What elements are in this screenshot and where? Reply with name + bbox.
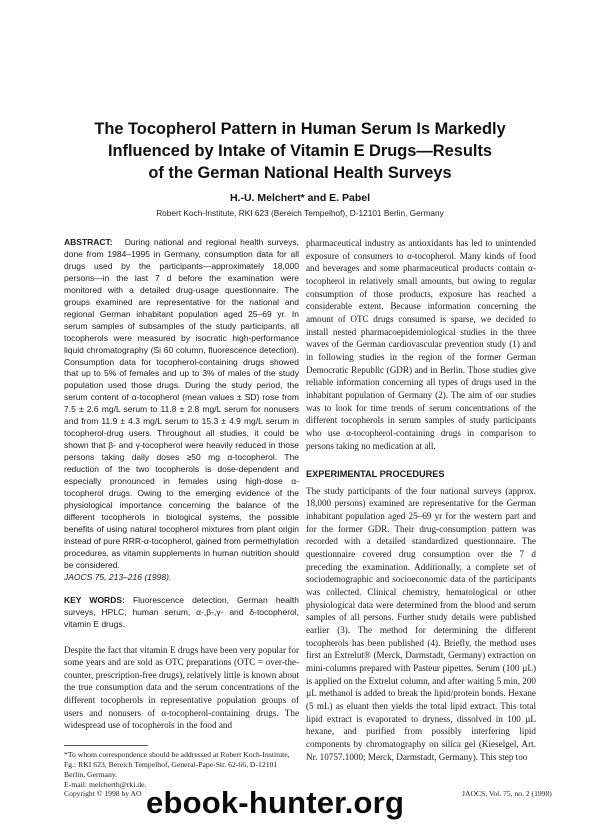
watermark: ebook-hunter.org [146, 785, 405, 820]
intro-continued: pharmaceutical industry as antioxidants has led to unintended exposure of consumers to α-tocopherol. Many kinds of food and beverages and some pharmaceutical products contain α-tocopherol in relatively small amounts, but owing to regular consumption of those products, exposure has reached a considerable extent. Because information concerning the amount of OTC drugs consumed is sparse, we decided to install nested pharmacoepidemiological studies in the three waves of the German cardiovascular prevention study (1) and in following studies in the region of the former German Democratic Republic (GDR) and in Berlin. Those studies give reliable information concerning all types of drugs used in the inhabitant population of Germany (2). The aim of our studies was to look for time trends of serum concentrations of the different tocopherols in serum samples of study participants who use α-tocopherol-containing drugs in comparison to persons taking no medication at all. [306, 238, 536, 451]
copyright-footer: Copyright © 1998 by AO [64, 789, 142, 798]
abstract-text: During national and regional health surveys, done from 1984–1995 in Germany, consumption data for all drugs used by the participants—approximately 18,000 persons—in the last 7 d before the examination were monitored with a detailed drug-usage questionnaire. The groups examined are representative for the national and regional German inhabitant population aged 25–69 yr. In serum samples of subsamples of the study participants, all tocopherols were measured by isocratic high-performance liquid chromatography (Si 60 column, fluorescence detection). Consumption data for tocopherol-containing drugs showed that up to 5% of females and up to 3% of males of the study population used those drugs. During the study period, the serum content of α-tocopherol (mean values ± SD) rose from 7.5 ± 2.6 mg/L serum to 11.8 ± 2.8 mg/L serum for nonusers and from 11.9 ± 4.3 mg/L serum to 15.3 ± 4.9 mg/L serum in tocopherol-drug users. Throughout all studies, it could be shown that β- and γ-tocopherol were heavily reduced in those persons taking daily doses ≥50 mg α-tocopherol. The reduction of the two tocopherols is dose-dependent and especially pronounced in females using high-dose α-tocopherol drugs. Owing to the emerging evidence of the physiological importance concerning the balance of the different tocopherols in biological systems, the possible benefits of using natural tocopherol mixtures from plant origin instead of pure RRR-α-tocopherol, gained from permethylation procedures, as vitamin supplements in human nutrition should be considered. [64, 237, 300, 570]
abstract [64, 237, 299, 584]
keywords-label: KEY WORDS: [64, 594, 125, 605]
footnote-rule [64, 745, 148, 746]
keywords-text: Fluorescence detection, German health surveys, HPLC, human serum, α-,β-,γ- and δ-tocopherol, vitamin E drugs. [64, 594, 299, 629]
abstract-label: ABSTRACT: [64, 237, 113, 247]
footnote-email: E-mail: melcherth@rki.de. [64, 780, 147, 790]
citation: JAOCS 75, 213–216 (1998). [64, 571, 172, 582]
section-heading: EXPERIMENTAL PROCEDURES [306, 469, 445, 480]
keywords [64, 595, 299, 631]
paper-title-line-3: of the German National Health Surveys [148, 164, 452, 182]
title-block [0, 118, 600, 218]
affiliation: Robert Koch-Institute, RKI 623 (Bereich Tempelhof), D-12101 Berlin, Germany [156, 208, 444, 218]
right-column [306, 237, 536, 763]
journal-footer: JAOCS, Vol. 75, no. 2 (1998) [462, 789, 552, 798]
experimental-paragraph: The study participants of the four national surveys (approx. 18,000 persons) examined are representative for the German inhabitant population aged 25–69 yr for the western part and for the former GDR. Their drug-consumption pattern was recorded with a detailed standardized questionnaire. The questionnaire covered drug consumption over the 7 d preceding the examination. Additionally, a complete set of sociodemographic and socioeconomic data of the participants was collected. Clinical chemistry, hematological or other physiological data were determined from the blood and serum samples of all persons. Further study details were published earlier (3). The method for determining the different tocopherols has been published (4). Briefly, the method uses first an Extrelut® (Merck, Darmstadt, Germany) extraction on mini-columns prepared with Pasteur pipettes. Serum (100 µL) is applied on the Extrelut column, and after waiting 5 min, 200 µL methanol is added to break the lipid/protein bonds. Hexane (5 mL) as eluant then yields the total lipid extract. This total lipid extract is evaporated to dryness, dissolved in 100 µL hexane, and purified from possibly interfering lipid components by chromatography on silica gel (Kieselgel, Art. Nr. 10757.1000; Merck, Darmstadt, Germany). This step too [306, 485, 536, 762]
authors: H.-U. Melchert* and E. Pabel [229, 192, 371, 204]
left-column [64, 237, 299, 790]
footnote-correspondence: *To whom correspondence should be addressed at Robert Koch-Institute, Fg.: RKI 623, Bereich Tempelhof, General-Pape-Str. 62-66, D-12101 Berlin, Germany. [64, 750, 290, 780]
intro-paragraph: Despite the fact that vitamin E drugs have been very popular for some years and are sold as OTC preparations (OTC = over-the-counter, prescription-free drugs), relatively little is known about the true consumption data and the serum concentrations of the different tocopherols in representative population groups of users and nonusers of α-tocopherol-containing drugs. The widespread use of tocopherols in the food and [64, 644, 299, 731]
paper-title-line-1: The Tocopherol Pattern in Human Serum Is Markedly [94, 120, 506, 138]
paper-title-line-2: Influenced by Intake of Vitamin E Drugs—Results [107, 142, 493, 160]
